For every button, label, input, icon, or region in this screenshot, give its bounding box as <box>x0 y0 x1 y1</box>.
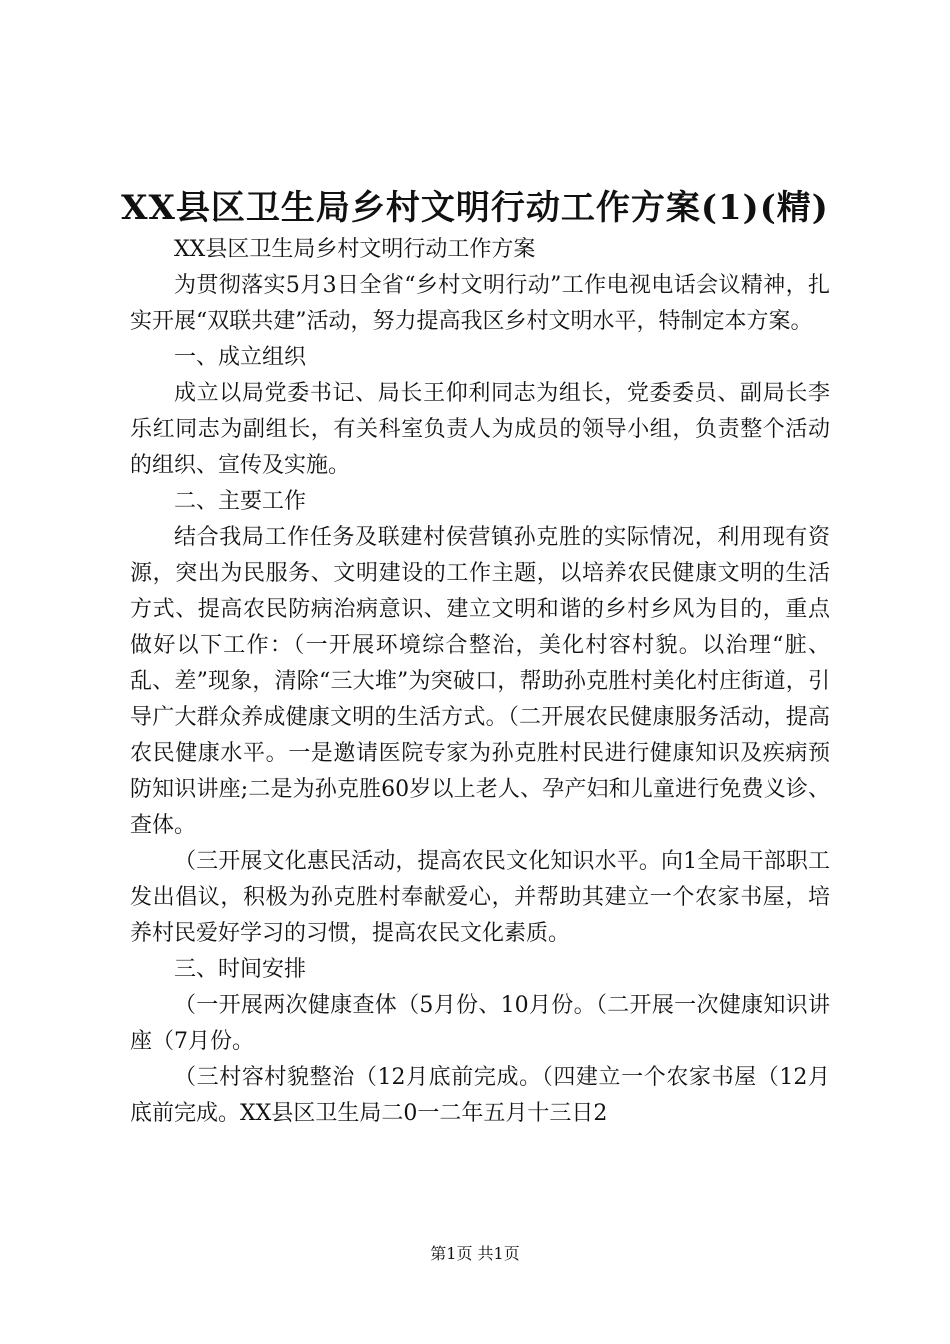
culture-activity-paragraph: （三开展文化惠民活动，提高农民文化知识水平。向1全局干部职工发出倡议，积极为孙克胜村奉献爱心，并帮助其建立一个农家书屋，培养村民爱好学习的习惯，提高农民文化素质。 <box>130 849 830 946</box>
organization-paragraph: 成立以局党委书记、局长王仰利同志为组长，党委委员、副局长李乐红同志为副组长，有关科室负责人为成员的领导小组，负责整个活动的组织、宣传及实施。 <box>130 381 830 478</box>
section-heading-schedule: 三、时间安排 <box>174 957 307 982</box>
page-footer: 第1页 共1页 <box>430 1244 520 1263</box>
schedule-paragraph-1: （一开展两次健康查体（5月份、10月份。（二开展一次健康知识讲座（7月份。 <box>130 993 830 1054</box>
document-title: XX县区卫生局乡村文明行动工作方案(1)(精) <box>121 188 829 228</box>
plan-subtitle: XX县区卫生局乡村文明行动工作方案 <box>174 237 536 262</box>
section-heading-main-work: 二、主要工作 <box>174 489 307 514</box>
schedule-paragraph-2: （三村容村貌整治（12月底前完成。（四建立一个农家书屋（12月底前完成。XX县区卫生局二0一二年五月十三日2 <box>130 1065 830 1126</box>
section-heading-organization: 一、成立组织 <box>174 345 307 370</box>
document-body <box>130 232 830 1132</box>
intro-paragraph: 为贯彻落实5月3日全省“乡村文明行动”工作电视电话会议精神，扎实开展“双联共建”活动，努力提高我区乡村文明水平，特制定本方案。 <box>130 273 830 334</box>
main-work-paragraph: 结合我局工作任务及联建村侯营镇孙克胜的实际情况，利用现有资源，突出为民服务、文明建设的工作主题，以培养农民健康文明的生活方式、提高农民防病治病意识、建立文明和谐的乡村乡风为目的，重点做好以下工作：（一开展环境综合整治，美化村容村貌。以治理“脏、乱、差”现象，清除“三大堆”为突破口，帮助孙克胜村美化村庄街道，引导广大群众养成健康文明的生活方式。（二开展农民健康服务活动，提高农民健康水平。一是邀请医院专家为孙克胜村民进行健康知识及疾病预防知识讲座;二是为孙克胜60岁以上老人、孕产妇和儿童进行免费义诊、查体。 <box>130 525 830 838</box>
